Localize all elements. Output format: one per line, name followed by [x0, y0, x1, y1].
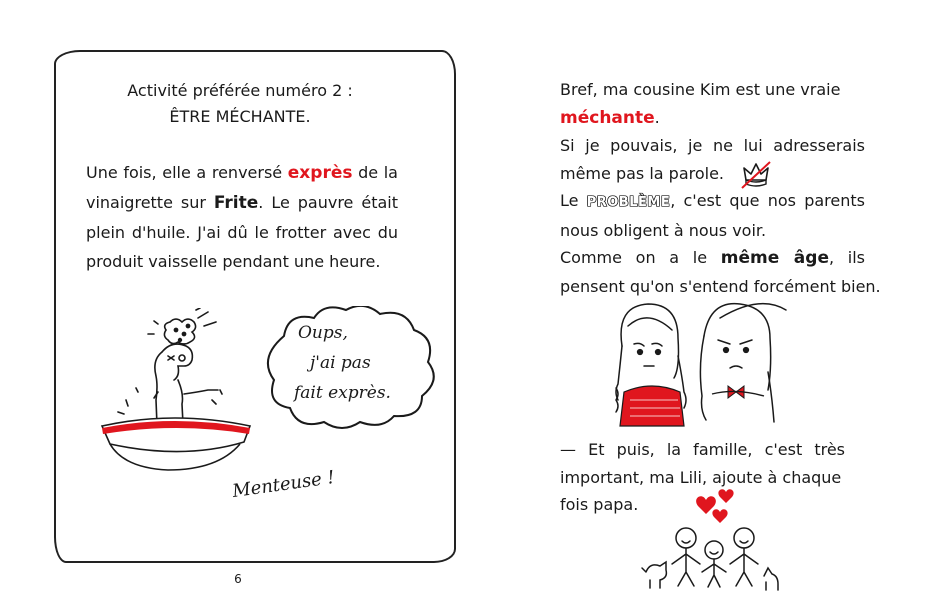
- emphasis-expres: exprès: [287, 163, 353, 183]
- emphasis-probleme: PROBLÈME: [586, 195, 671, 210]
- two-girls-illustration: [600, 296, 790, 428]
- left-paragraph-line3: plein d'huile. J'ai dû le frotter avec du: [86, 223, 398, 242]
- text-segment: , ils: [828, 248, 865, 267]
- left-paragraph-line4: produit vaisselle pendant une heure.: [86, 252, 381, 271]
- menteuse-exclamation: Menteuse !: [231, 466, 336, 503]
- text-segment: vinaigrette sur: [86, 193, 206, 212]
- text-segment: , c'est que nos parents: [670, 191, 866, 210]
- speech-line3: fait exprès.: [294, 383, 391, 403]
- text-segment: Le: [560, 191, 579, 210]
- right-line5: [560, 187, 865, 217]
- text-segment: .: [654, 107, 660, 127]
- right-line11: fois papa.: [560, 495, 639, 514]
- right-paragraph: [560, 76, 881, 300]
- crossed-out-crown-icon: [738, 158, 774, 192]
- text-segment: . Le pauvre était: [258, 193, 398, 212]
- dog-in-bathtub-illustration: [88, 308, 258, 478]
- speech-line2: j'ai pas: [310, 353, 371, 373]
- right-line8: pensent qu'on s'entend forcément bien.: [560, 276, 881, 296]
- text-segment: de la: [358, 163, 398, 182]
- right-line2: [560, 104, 865, 133]
- left-paragraph-line1: [86, 158, 398, 188]
- right-line3: Si je pouvais, je ne lui adresserais: [560, 136, 865, 155]
- right-line10: important, ma Lili, ajoute à chaque: [560, 467, 842, 487]
- page-number: 6: [234, 572, 242, 586]
- activity-title-line1: Activité préférée numéro 2 :: [127, 81, 353, 100]
- right-line6: nous obligent à nous voir.: [560, 220, 767, 240]
- right-line7: [560, 244, 865, 273]
- text-segment: Comme on a le: [560, 248, 708, 267]
- left-paragraph-line2: [86, 188, 398, 218]
- speech-bubble-text: [288, 318, 428, 408]
- emphasis-mechante: méchante: [560, 107, 655, 128]
- speech-line1: Oups,: [298, 323, 348, 343]
- activity-title-line2: ÊTRE MÉCHANTE.: [169, 107, 311, 126]
- left-paragraph: [86, 158, 398, 276]
- emphasis-frite: Frite: [213, 193, 259, 213]
- right-line9: — Et puis, la famille, c'est très: [560, 440, 845, 459]
- emphasis-meme-age: même âge: [720, 248, 829, 268]
- stick-family-with-hearts-illustration: [640, 488, 780, 592]
- activity-title: [120, 78, 360, 130]
- right-line4: même pas la parole.: [560, 163, 725, 183]
- right-line1: Bref, ma cousine Kim est une vraie: [560, 80, 841, 99]
- text-segment: Une fois, elle a renversé: [86, 163, 283, 182]
